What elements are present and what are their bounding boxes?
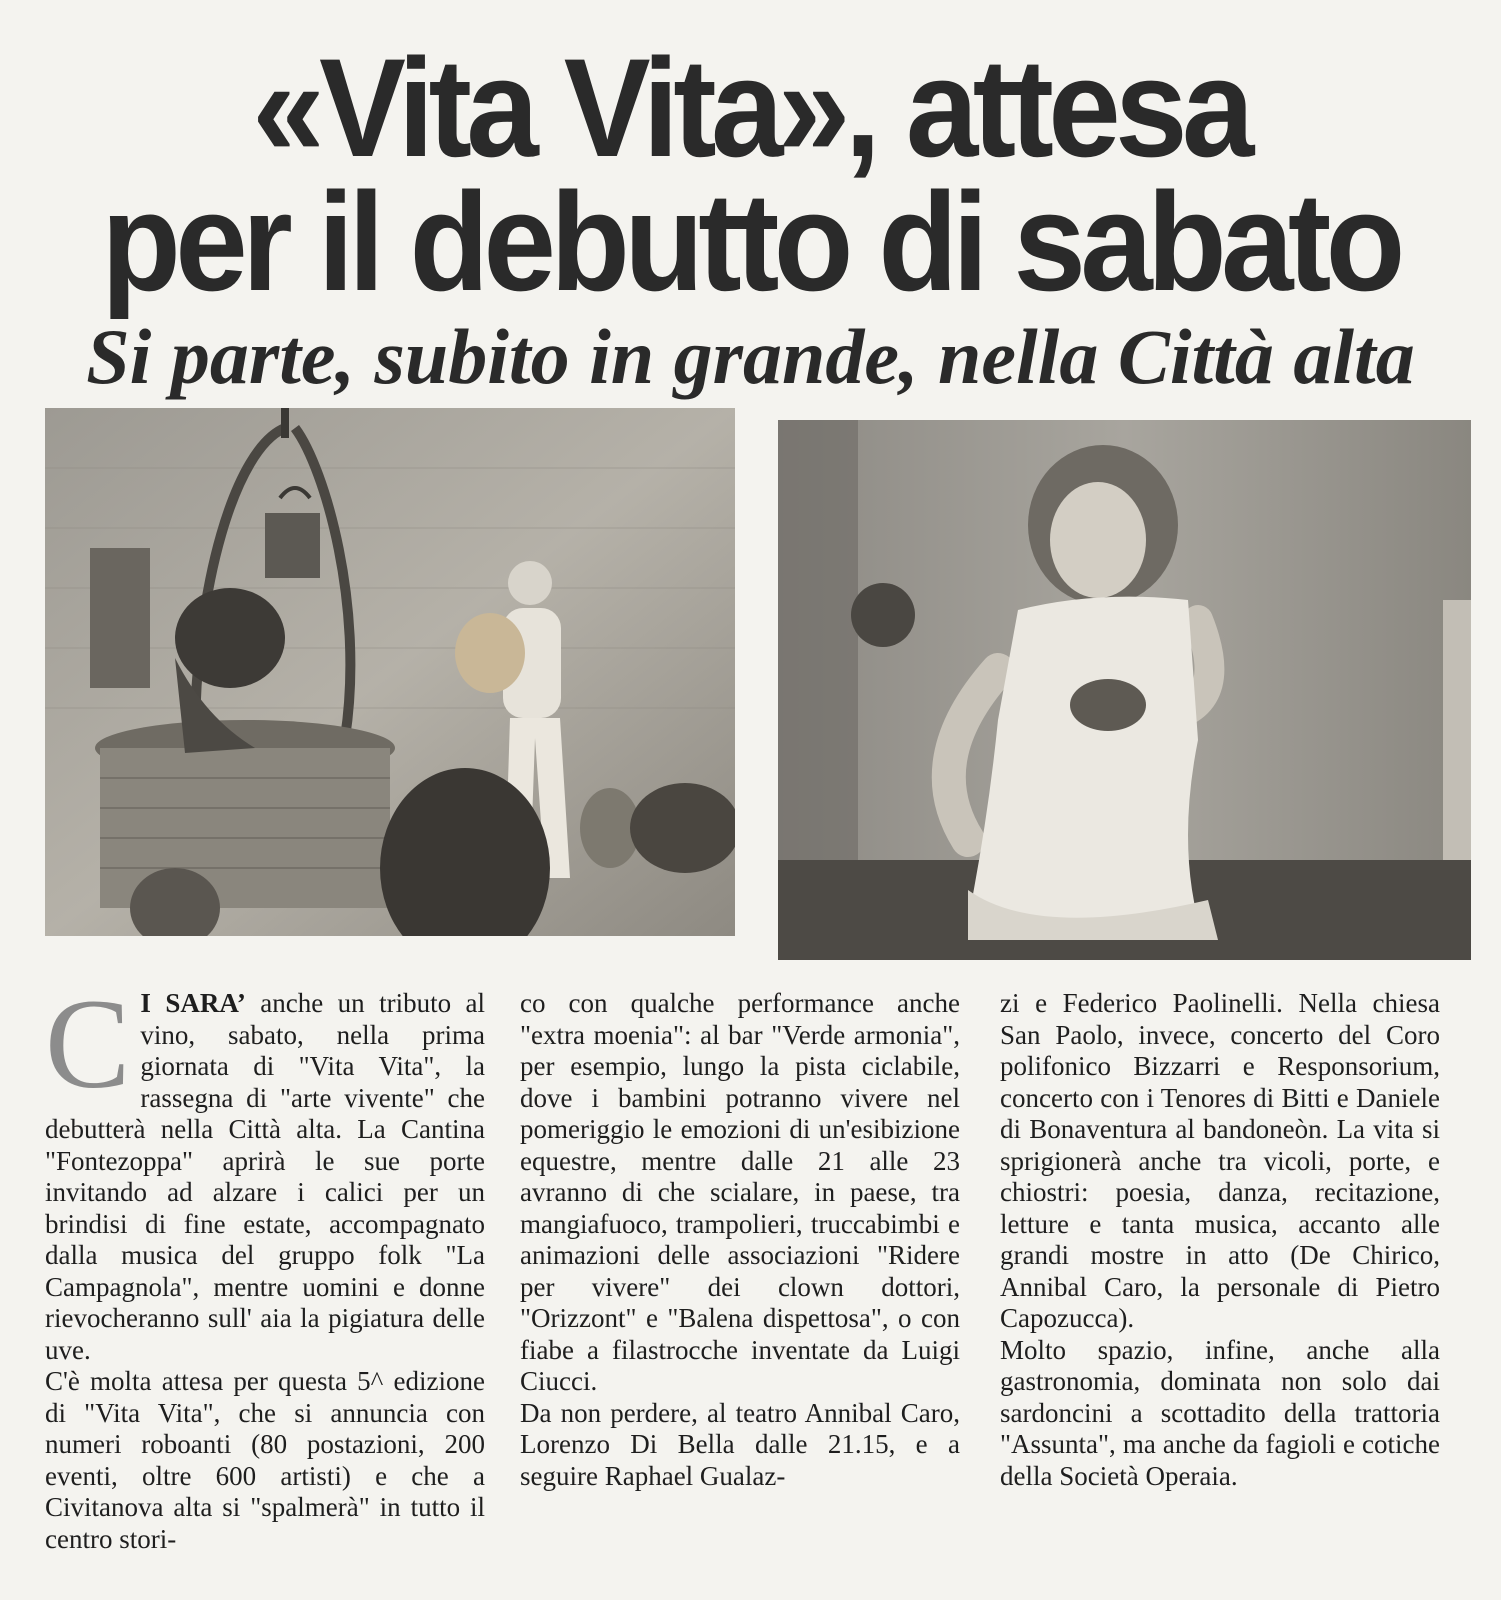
- article-column-3: [1000, 988, 1440, 1578]
- column-2-paragraph-1: co con qualche performance anche "extra moenia": al bar "Verde armonia", per esempio, lungo la pista ciclabile, dove i bambini potranno vivere nel pomeriggio le emozioni di un'esibizione equestre, mentre dalle 21 alle 23 avranno di che scialare, in paese, tra mangiafuoco, trampolieri, truccabimbi e animazioni delle associazioni "Ridere per vivere" dei clown dottori, "Orizzont" e "Balena dispettosa", o con fiabe a filastrocche inventate da Luigi Ciucci.: [520, 988, 960, 1396]
- photo-woman-image: [778, 420, 1471, 960]
- subheadline: Si parte, subito in grande, nella Città alta: [86, 313, 1415, 400]
- headline-line-1: «Vita Vita», attesa: [252, 29, 1249, 186]
- column-1-paragraph-1-text: anche un tributo al vino, sabato, nella prima giornata di "Vita Vita", la rassegna di "arte vivente" che debutterà nella Città alta. La Cantina "Fontezoppa" aprirà le sue porte invitando ad alzare i calici per un brindisi di fine estate, accompagnato dalla musica del gruppo folk "La Campagnola", mentre uomini e donne rievocheranno sull' aia la pigiatura delle uve.: [45, 988, 485, 1365]
- column-1-paragraph-1: [45, 988, 485, 1366]
- dropcap: C: [45, 988, 131, 1115]
- photo-wine-cellar-image: [45, 408, 735, 936]
- article-column-2: [520, 988, 960, 1578]
- photo-woman-white-dress: [778, 420, 1471, 960]
- column-1-paragraph-2: C'è molta attesa per questa 5^ edizione di "Vita Vita", che si annuncia con numeri roboanti (80 postazioni, 200 eventi, oltre 600 artisti) e che a Civitanova alta si "spalmerà" in tutto il centro stori-: [45, 1366, 485, 1554]
- column-3-paragraph-2: Molto spazio, infine, anche alla gastronomia, dominata non solo dai sardoncini a scottadito della trattoria "Assunta", ma anche da fagioli e cotiche della Società Operaia.: [1000, 1334, 1440, 1491]
- column-3-paragraph-1: zi e Federico Paolinelli. Nella chiesa San Paolo, invece, concerto del Coro polifonico Bizzarri e Responsorium, concerto con i Tenores di Bitti e Daniele di Bonaventura al bandoneòn. La vita si sprigionerà anche tra vicoli, porte, e chiostri: poesia, danza, recitazione, letture e tanta musica, accanto alle grandi mostre in atto (De Chirico, Annibal Caro, la personale di Pietro Capozucca).: [1000, 988, 1440, 1333]
- headline-line-2: per il debutto di sabato: [101, 163, 1400, 320]
- article-column-1: [45, 988, 485, 1578]
- lead-in: I SARA’: [140, 988, 246, 1018]
- column-2-paragraph-2: Da non perdere, al teatro Annibal Caro, Lorenzo Di Bella dalle 21.15, e a seguire Raphael Gualaz-: [520, 1397, 960, 1491]
- photo-wine-cellar-scene: [45, 408, 735, 936]
